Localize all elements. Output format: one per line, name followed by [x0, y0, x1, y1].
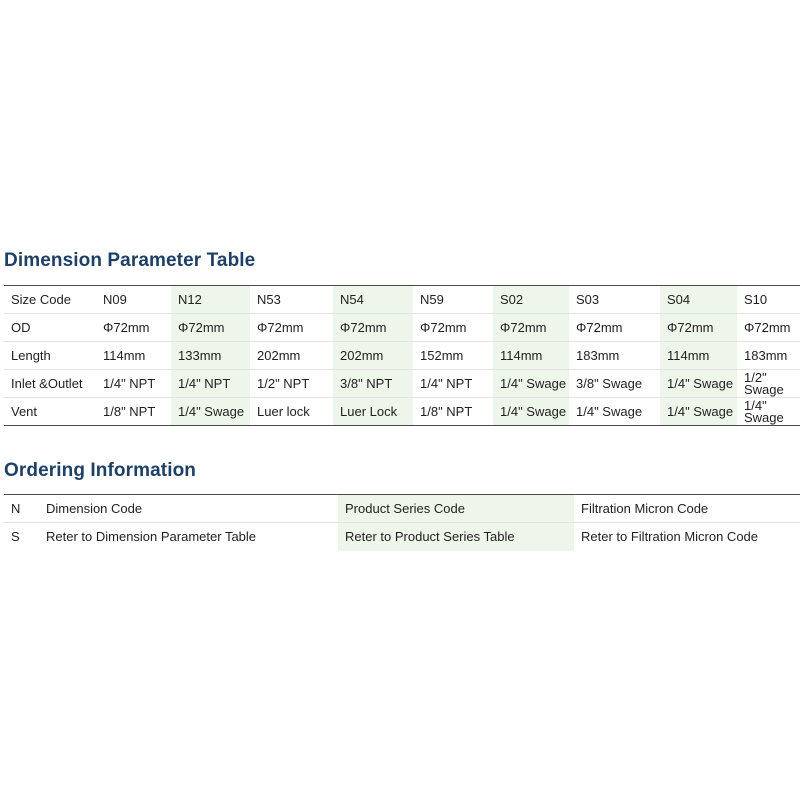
table-cell: 202mm: [250, 342, 333, 370]
table-cell: N12: [171, 286, 250, 314]
table-cell: 152mm: [413, 342, 493, 370]
table-cell: 1/2" Swage: [737, 370, 800, 398]
table-cell: S03: [576, 291, 600, 307]
table-cell: Φ72mm: [413, 314, 493, 342]
table-cell: Φ72mm: [660, 314, 737, 342]
table-cell: Φ72mm: [569, 314, 660, 342]
table-cell: 3/8" Swage: [569, 370, 660, 398]
row-header-cell: Length: [4, 342, 96, 370]
table-row: [4, 398, 800, 426]
code-letter-cell: S: [4, 523, 39, 551]
table-cell: 1/2" NPT: [250, 370, 333, 398]
row-header-cell: OD: [4, 314, 96, 342]
table-cell: 1/4" NPT: [413, 370, 493, 398]
table-cell: Φ72mm: [171, 314, 250, 342]
table-cell: 1/4" Swage: [493, 370, 569, 398]
table-cell: Reter to Filtration Micron Code: [574, 523, 800, 551]
table-cell: Reter to Dimension Parameter Table: [39, 523, 338, 551]
table-cell: N54: [333, 286, 413, 314]
code-letter-cell: N: [11, 500, 21, 516]
table-cell: 1/4" Swage: [569, 398, 660, 426]
table-cell: 1/4" NPT: [96, 370, 171, 398]
table-cell: Φ72mm: [737, 314, 800, 342]
row-header-cell: Vent: [4, 398, 96, 426]
table-cell: 3/8" NPT: [333, 370, 413, 398]
dimension-table-title: Dimension Parameter Table: [4, 250, 256, 271]
table-cell: 183mm: [737, 342, 800, 370]
table-cell: N59: [420, 291, 444, 307]
table-cell: 1/4" Swage: [660, 370, 737, 398]
table-cell: Φ72mm: [333, 314, 413, 342]
table-cell: Φ72mm: [493, 314, 569, 342]
row-header-cell: Size Code: [11, 291, 71, 307]
table-cell: 114mm: [96, 342, 171, 370]
table-cell: 133mm: [171, 342, 250, 370]
table-cell: N09: [103, 291, 127, 307]
table-cell: 202mm: [333, 342, 413, 370]
table-cell: S04: [660, 286, 737, 314]
table-cell: 1/4" Swage: [171, 398, 250, 426]
table-row: [4, 495, 800, 523]
table-cell: 114mm: [660, 342, 737, 370]
table-cell: 183mm: [569, 342, 660, 370]
table-cell: 1/4" Swage: [737, 398, 800, 426]
row-header-cell: Inlet &Outlet: [4, 370, 96, 398]
table-row: [4, 370, 800, 398]
table-row: [4, 314, 800, 342]
table-cell: Luer lock: [250, 398, 333, 426]
table-cell: N53: [257, 291, 281, 307]
table-cell: 114mm: [493, 342, 569, 370]
table-cell: Φ72mm: [96, 314, 171, 342]
table-cell: 1/8" NPT: [413, 398, 493, 426]
table-cell: Φ72mm: [250, 314, 333, 342]
table-cell: 1/8" NPT: [96, 398, 171, 426]
ordering-info-title: Ordering Information: [4, 460, 196, 481]
table-cell: S10: [744, 291, 768, 307]
ordering-information-table: [4, 494, 800, 551]
table-cell: Dimension Code: [46, 500, 143, 516]
dimension-parameter-table: [4, 285, 800, 426]
table-cell: Filtration Micron Code: [581, 500, 709, 516]
table-cell: Product Series Code: [338, 495, 574, 523]
table-cell: Luer Lock: [333, 398, 413, 426]
table-row: [4, 342, 800, 370]
table-cell: 1/4" NPT: [171, 370, 250, 398]
table-cell: 1/4" Swage: [660, 398, 737, 426]
table-cell: S02: [493, 286, 569, 314]
table-cell: Reter to Product Series Table: [338, 523, 574, 551]
table-cell: 1/4" Swage: [493, 398, 569, 426]
table-row: [4, 286, 800, 314]
table-row: [4, 523, 800, 551]
